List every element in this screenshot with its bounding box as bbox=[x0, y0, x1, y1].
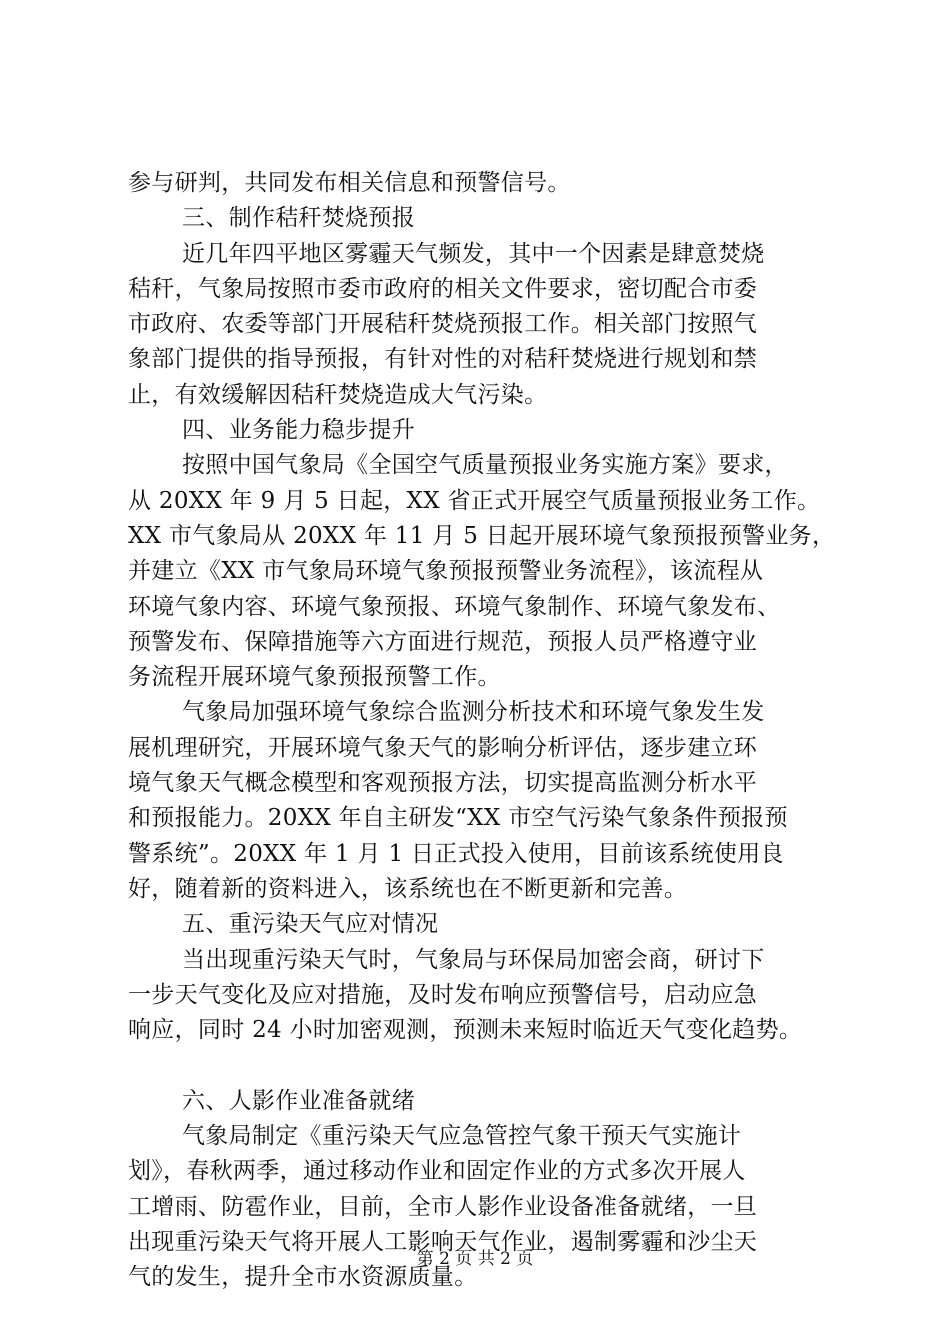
text-line: 境气象天气概念模型和客观预报方法，切实提高监测分析水平 bbox=[128, 770, 758, 797]
text-line: 预警发布、保障措施等六方面进行规范，预报人员严格遵守业 bbox=[128, 628, 758, 655]
text-line: 从 20XX 年 9 月 5 日起，XX 省正式开展空气质量预报业务工作。 bbox=[128, 487, 821, 514]
section-heading: 六、人影作业准备就绪 bbox=[182, 1087, 415, 1114]
text-line: 近几年四平地区雾霾天气频发，其中一个因素是肆意焚烧 bbox=[182, 240, 765, 267]
text-line: 展机理研究，开展环境气象天气的影响分析评估，逐步建立环 bbox=[128, 734, 758, 761]
text-line: 并建立《XX 市气象局环境气象预报预警业务流程》，该流程从 bbox=[128, 558, 764, 585]
section-heading: 四、业务能力稳步提升 bbox=[182, 417, 415, 444]
text-line: 工增雨、防雹作业，目前，全市人影作业设备准备就绪，一旦 bbox=[128, 1193, 758, 1220]
text-line: 出现重污染天气将开展人工影响天气作业，遏制雾霾和沙尘天 bbox=[128, 1228, 758, 1255]
text-line: 气的发生，提升全市水资源质量。 bbox=[128, 1264, 478, 1291]
blank-line bbox=[128, 1048, 828, 1083]
text-line: 秸秆，气象局按照市委市政府的相关文件要求，密切配合市委 bbox=[128, 275, 758, 302]
section-heading: 三、制作秸秆焚烧预报 bbox=[182, 205, 415, 232]
text-line: 和预报能力。20XX 年自主研发“XX 市空气污染气象条件预报预 bbox=[128, 805, 788, 832]
page-number: 第 2 页 共 2 页 bbox=[416, 1249, 534, 1269]
text-line: 好，随着新的资料进入，该系统也在不断更新和完善。 bbox=[128, 875, 688, 902]
text-line: 响应，同时 24 小时加密观测，预测未来短时临近天气变化趋势。 bbox=[128, 1017, 803, 1044]
text-line: 象部门提供的指导预报，有针对性的对秸秆焚烧进行规划和禁 bbox=[128, 346, 758, 373]
section-heading: 五、重污染天气应对情况 bbox=[182, 911, 439, 938]
text-line: 警系统”。20XX 年 1 月 1 日正式投入使用，目前该系统使用良 bbox=[128, 840, 784, 867]
text-line: 气象局制定《重污染天气应急管控气象干预天气实施计 bbox=[182, 1123, 742, 1150]
text-line: XX 市气象局从 20XX 年 11 月 5 日起开展环境气象预报预警业务， bbox=[128, 522, 836, 549]
text-line: 按照中国气象局《全国空气质量预报业务实施方案》要求， bbox=[182, 452, 788, 479]
text-line: 止，有效缓解因秸秆焚烧造成大气污染。 bbox=[128, 381, 548, 408]
document-body bbox=[128, 166, 836, 1296]
text-line: 划》，春秋两季，通过移动作业和固定作业的方式多次开展人 bbox=[128, 1158, 746, 1185]
text-line: 市政府、农委等部门开展秸秆焚烧预报工作。相关部门按照气 bbox=[128, 311, 758, 338]
text-line: 当出现重污染天气时，气象局与环保局加密会商，研讨下 bbox=[182, 946, 765, 973]
text-line: 环境气象内容、环境气象预报、环境气象制作、环境气象发布、 bbox=[128, 593, 781, 620]
text-line: 参与研判，共同发布相关信息和预警信号。 bbox=[128, 170, 571, 196]
text-line: 务流程开展环境气象预报预警工作。 bbox=[128, 664, 501, 691]
text-line: 一步天气变化及应对措施，及时发布响应预警信号，启动应急 bbox=[128, 981, 758, 1008]
text-line: 气象局加强环境气象综合监测分析技术和环境气象发生发 bbox=[182, 699, 765, 726]
